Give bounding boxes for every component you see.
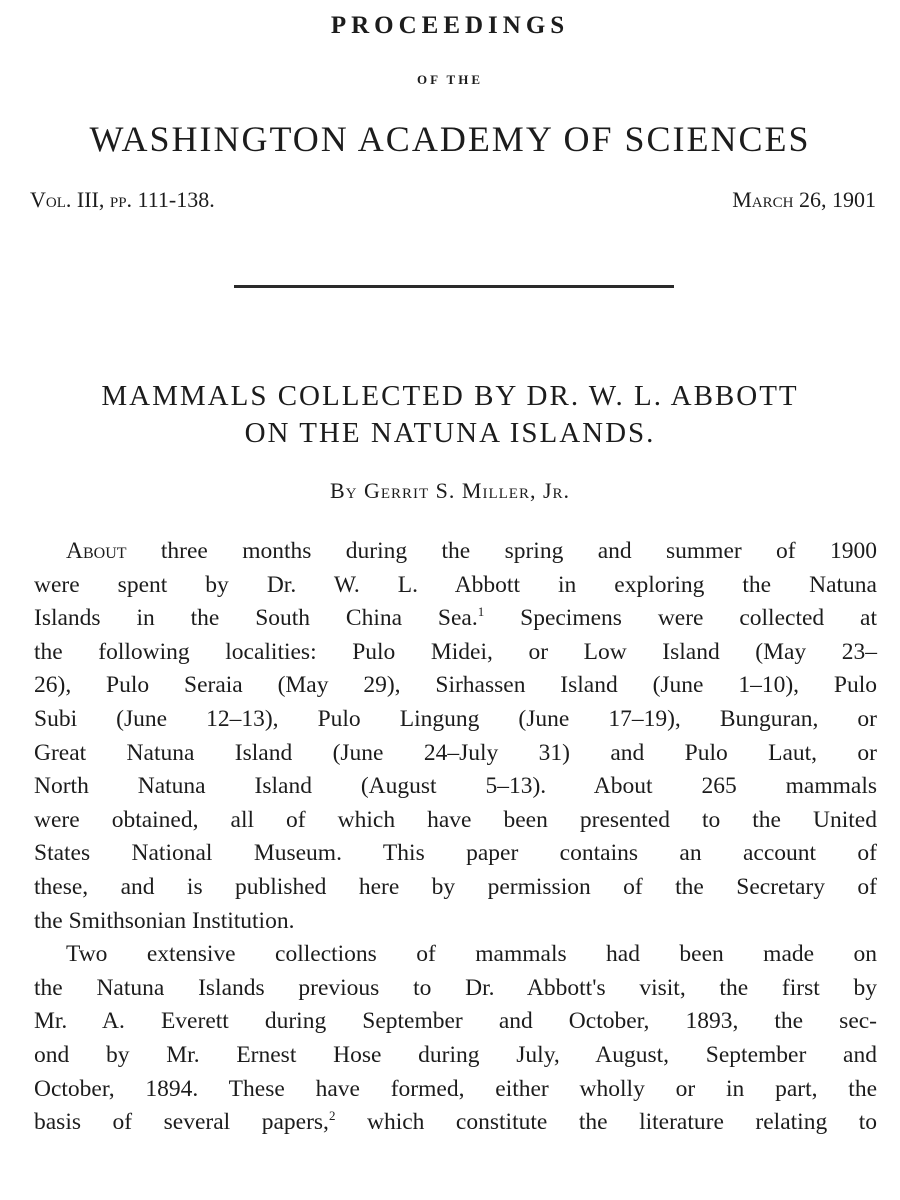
- text-line: October, 1894. These have formed, either wholly or in part, the: [34, 1075, 877, 1102]
- article-title-line-1: MAMMALS COLLECTED BY DR. W. L. ABBOTT: [101, 380, 799, 412]
- issue-date: March 26, 1901: [732, 187, 876, 212]
- author-byline: By Gerrit S. Miller, Jr.: [329, 478, 571, 503]
- volume-date-line: [30, 187, 876, 213]
- journal-title: PROCEEDINGS: [330, 12, 570, 39]
- text-line: Subi (June 12–13), Pulo Lingung (June 17–19), Bunguran, or: [34, 705, 877, 732]
- text-line: Great Natuna Island (June 24–July 31) and Pulo Laut, or: [34, 739, 877, 766]
- article-title: [0, 378, 900, 452]
- text-line: 26), Pulo Seraia (May 29), Sirhassen Island (June 1–10), Pulo: [34, 672, 877, 699]
- header-rule: [234, 285, 674, 288]
- volume-pages: Vol. III, pp. 111-138.: [30, 187, 215, 212]
- lead-word: About: [66, 538, 127, 564]
- text-line: North Natuna Island (August 5–13). About 265 mammals: [34, 773, 877, 800]
- text-line: basis of several papers,$^2$ which constitute the literature relating to: [34, 1108, 878, 1136]
- text-line: the following localities: Pulo Midei, or Low Island (May 23–: [34, 638, 877, 665]
- paragraph-1: [34, 535, 877, 938]
- article-title-line-2: ON THE NATUNA ISLANDS.: [244, 417, 656, 449]
- paragraph-2: [34, 938, 877, 1140]
- journal-of-the: OF THE: [416, 72, 484, 87]
- text-line: these, and is published here by permission of the Secretary of: [34, 873, 877, 900]
- text-line: the Natuna Islands previous to Dr. Abbott's visit, the first by: [34, 974, 877, 1001]
- text-line: About three months during the spring and summer of 1900: [66, 538, 877, 564]
- text-line: Islands in the South China Sea.$^1$ Specimens were collected at: [34, 604, 877, 632]
- footnote-marker-1[interactable]: 1: [477, 604, 485, 620]
- text-line: ond by Mr. Ernest Hose during July, August, September and: [34, 1041, 877, 1068]
- text-line: Two extensive collections of mammals had been made on: [66, 941, 877, 968]
- footnote-marker-2[interactable]: 2: [328, 1108, 336, 1124]
- text-line: Mr. A. Everett during September and October, 1893, the sec-: [34, 1008, 877, 1035]
- article-body: [34, 535, 877, 1140]
- text-line: States National Museum. This paper contains an account of: [34, 840, 877, 867]
- text-line: were obtained, all of which have been presented to the United: [34, 806, 877, 833]
- text-line: were spent by Dr. W. L. Abbott in exploring the Natuna: [34, 571, 877, 598]
- academy-name: WASHINGTON ACADEMY OF SCIENCES: [89, 119, 811, 159]
- text-line: the Smithsonian Institution.: [34, 907, 295, 934]
